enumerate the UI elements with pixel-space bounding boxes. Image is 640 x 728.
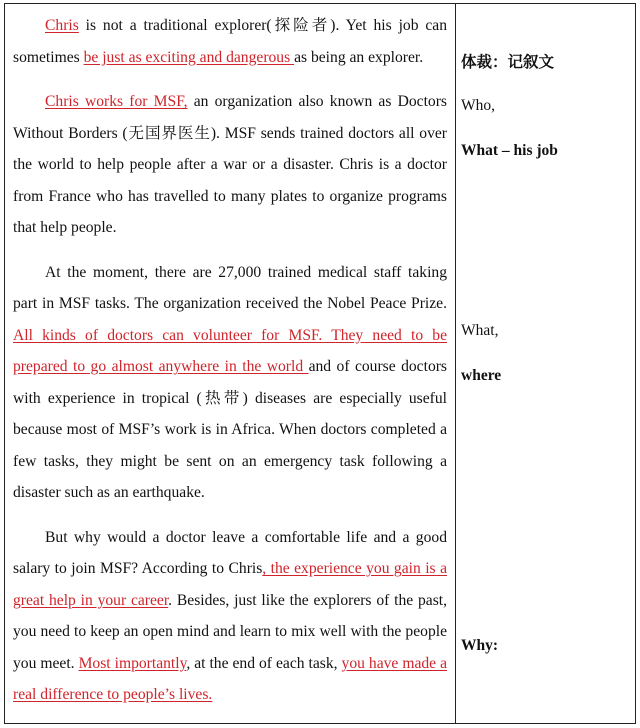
- highlighted-phrase: Chris: [45, 17, 79, 34]
- paragraph-1: [13, 10, 447, 73]
- highlighted-phrase: Chris works for MSF,: [45, 93, 188, 110]
- highlighted-phrase: , the experience you gain is a great help in your career: [13, 560, 447, 609]
- paragraph-2: [13, 86, 447, 244]
- text-segment: . Besides, just like the explorers of the past, you need to keep an open mind and learn to mix well with the people you meet.: [13, 591, 447, 672]
- highlighted-phrase: be just as exciting and dangerous: [83, 48, 295, 66]
- highlighted-phrase: All kinds of doctors can volunteer for MSF. They need to be prepared to go almost anywhere in the world: [13, 326, 447, 375]
- text-segment: and of course doctors with experience in tropical (热带) diseases are especially useful because most of MSF’s work is in Africa. When doctors completed a few tasks, they might be sent on an emergency task following a disaster such as an earthquake.: [13, 358, 447, 501]
- highlighted-phrase: Most importantly: [78, 654, 187, 672]
- where-note: where: [461, 367, 502, 384]
- text-segment: , at the end of each task,: [186, 654, 342, 672]
- column-divider: [455, 3, 456, 724]
- text-segment: an organization also known as Doctors Without Borders (无国界医生). MSF sends trained doctors all over the world to help people after a war or a disaster. Chris is a doctor from France who has travelled to many plates to organize programs that help people.: [13, 93, 447, 236]
- text-segment: At the moment, there are 27,000 trained medical staff taking part in MSF tasks. The organization received the Nobel Peace Prize.: [13, 263, 447, 312]
- what-note: What,: [461, 322, 499, 339]
- paragraph-3: [13, 257, 447, 509]
- text-segment: as being an explorer.: [294, 48, 424, 66]
- passage-column: [13, 10, 447, 724]
- highlighted-phrase: you have made a real difference to people’s lives.: [13, 654, 447, 703]
- genre-note: 体裁：记叙文: [461, 54, 555, 71]
- what-job-note: What – his job: [461, 142, 558, 159]
- paragraph-4: [13, 522, 447, 711]
- why-note: Why:: [461, 637, 499, 654]
- text-segment: is not a traditional explorer(探险者). Yet his job can sometimes: [13, 17, 447, 66]
- who-note: Who,: [461, 97, 496, 114]
- text-segment: But why would a doctor leave a comfortable life and a good salary to join MSF? According to Chris: [13, 528, 447, 577]
